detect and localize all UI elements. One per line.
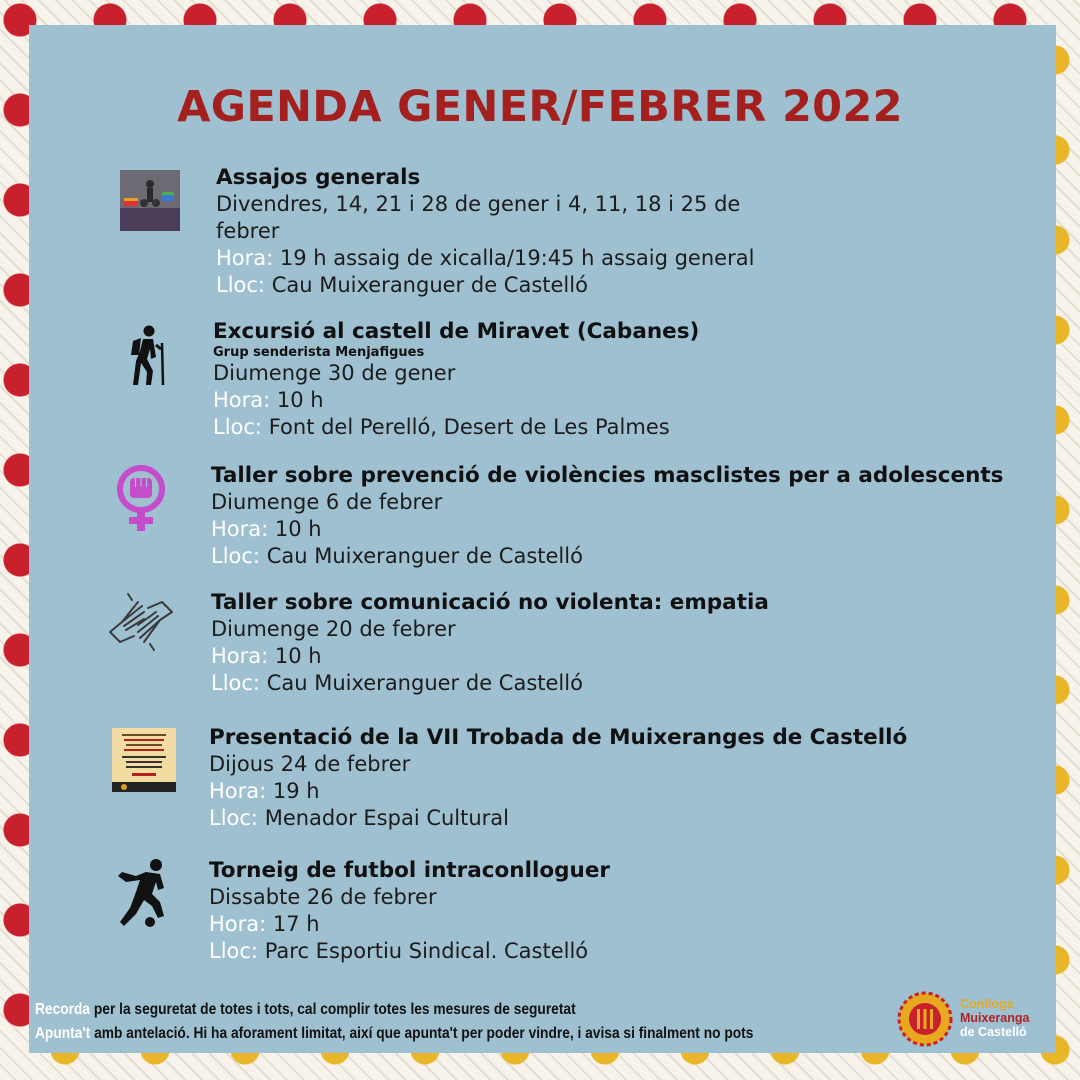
hiker-icon <box>125 325 170 387</box>
event-taller-empatia <box>211 589 769 697</box>
event-date: Dijous 24 de febrer <box>209 752 411 776</box>
event-title: Taller sobre comunicació no violenta: empatia <box>211 590 769 615</box>
poster-thumbnail-icon <box>112 728 176 792</box>
event-hora <box>211 643 769 670</box>
lloc-value: Parc Esportiu Sindical. Castelló <box>264 939 589 963</box>
event-hora <box>209 911 610 938</box>
hora-value: 19 h <box>272 779 320 803</box>
event-lloc <box>209 938 610 965</box>
event-lloc <box>213 414 699 441</box>
event-title: Taller sobre prevenció de violències masclistes per a adolescents <box>211 463 1004 488</box>
event-title: Torneig de futbol intraconlloguer <box>209 858 611 883</box>
logo-line-2: Muixeranga <box>960 1011 1030 1025</box>
event-hora <box>211 516 1003 543</box>
football-player-icon <box>116 858 172 930</box>
event-title: Excursió al castell de Miravet (Cabanes) <box>213 319 700 344</box>
logo-line-3: de Castelló <box>960 1025 1027 1039</box>
page-title: AGENDA GENER/FEBRER 2022 <box>177 82 903 132</box>
event-hora <box>216 245 754 272</box>
logo-text <box>960 997 1029 1039</box>
hora-label: Hora: <box>209 779 267 803</box>
feminist-fist-icon <box>115 465 167 533</box>
conlloga-logo <box>897 991 1047 1051</box>
event-hora <box>209 778 907 805</box>
lloc-value: Menador Espai Cultural <box>264 806 510 830</box>
lloc-value: Cau Muixeranguer de Castelló <box>271 273 588 297</box>
lloc-value: Cau Muixeranguer de Castelló <box>266 671 583 695</box>
footer-highlight: Apunta't <box>35 1025 91 1042</box>
event-lloc <box>211 543 1003 570</box>
lloc-label: Lloc: <box>216 273 266 297</box>
footer-line-1 <box>35 998 775 1022</box>
event-torneig <box>209 857 610 965</box>
event-title: Assajos generals <box>216 165 421 190</box>
event-taller-violencies <box>211 462 1003 570</box>
event-date: Diumenge 20 de febrer <box>211 617 456 641</box>
event-date-continued: febrer <box>216 219 280 243</box>
event-title: Presentació de la VII Trobada de Muixeranges de Castelló <box>209 725 908 750</box>
helping-hands-icon <box>108 592 174 652</box>
event-assajos <box>216 164 754 299</box>
lloc-value: Font del Perelló, Desert de Les Palmes <box>268 415 670 439</box>
event-lloc <box>209 805 907 832</box>
hora-value: 17 h <box>272 912 320 936</box>
event-date: Divendres, 14, 21 i 28 de gener i 4, 11, 18 i 25 de <box>216 192 741 216</box>
lloc-label: Lloc: <box>211 671 261 695</box>
hora-value: 19 h assaig de xicalla/19:45 h assaig general <box>279 246 755 270</box>
hora-label: Hora: <box>209 912 267 936</box>
lloc-value: Cau Muixeranguer de Castelló <box>266 544 583 568</box>
footer-notice <box>35 998 775 1046</box>
muixeranga-emblem-icon <box>897 991 953 1047</box>
event-subtitle: Grup senderista Menjafigues <box>213 345 425 360</box>
hora-label: Hora: <box>216 246 274 270</box>
event-date: Diumenge 30 de gener <box>213 361 456 385</box>
hora-label: Hora: <box>211 644 269 668</box>
footer-highlight: Recorda <box>35 1001 91 1018</box>
event-excursio <box>213 318 699 441</box>
event-lloc <box>216 272 754 299</box>
lloc-label: Lloc: <box>211 544 261 568</box>
footer-text: per la seguretat de totes i tots, cal complir totes les mesures de seguretat <box>90 1001 576 1018</box>
hora-label: Hora: <box>211 517 269 541</box>
event-presentacio <box>209 724 907 832</box>
event-date: Diumenge 6 de febrer <box>211 490 443 514</box>
event-date: Dissabte 26 de febrer <box>209 885 437 909</box>
hora-label: Hora: <box>213 388 271 412</box>
event-hora <box>213 387 699 414</box>
lloc-label: Lloc: <box>209 806 259 830</box>
footer-line-2 <box>35 1022 775 1046</box>
event-lloc <box>211 670 769 697</box>
lloc-label: Lloc: <box>213 415 263 439</box>
logo-line-1: Conlloga <box>960 997 1014 1011</box>
footer-text: amb antelació. Hi ha aforament limitat, així que apunta't per poder vindre, i avisa si finalment no pots <box>90 1025 754 1042</box>
hora-value: 10 h <box>276 388 324 412</box>
lloc-label: Lloc: <box>209 939 259 963</box>
hora-value: 10 h <box>274 644 322 668</box>
hora-value: 10 h <box>274 517 322 541</box>
castell-photo-icon <box>120 170 180 231</box>
